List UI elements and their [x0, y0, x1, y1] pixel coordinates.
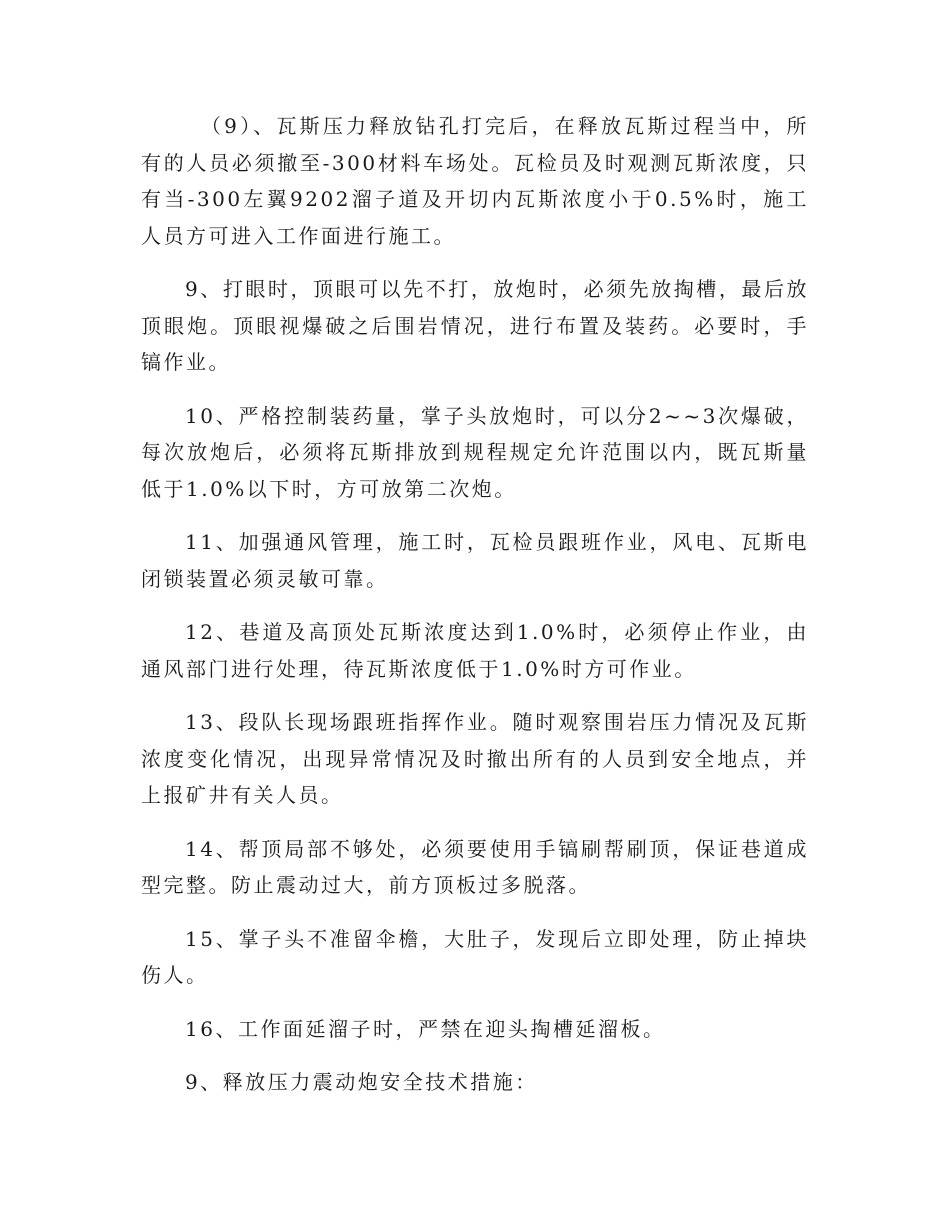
- paragraph-section-heading: 9、释放压力震动炮安全技术措施：: [185, 1070, 538, 1094]
- paragraph-gas-release-drilling: （9）、瓦斯压力释放钻孔打完后，在释放瓦斯过程当中，所有的人员必须撤至-300材料车场处。瓦检员及时观测瓦斯浓度，只有当-300左翼9202溜子道及开切内瓦斯浓度小于0.5%时，施工人员方可进入工作面进行施工。: [141, 114, 809, 248]
- paragraph-drilling-blasting-order: 9、打眼时，顶眼可以先不打，放炮时，必须先放掏槽，最后放顶眼炮。顶眼视爆破之后围岩情况，进行布置及装药。必要时，手镐作业。: [141, 277, 809, 374]
- paragraph-ventilation-management: 11、加强通风管理，施工时，瓦检员跟班作业，风电、瓦斯电闭锁装置必须灵敏可靠。: [141, 530, 809, 591]
- paragraph-face-hazards: 15、掌子头不准留伞檐，大肚子，发现后立即处理，防止掉块伤人。: [141, 926, 809, 987]
- paragraph-charge-control: 10、严格控制装药量，掌子头放炮时，可以分2~~3次爆破，每次放炮后，必须将瓦斯排放到规程规定允许范围以内，既瓦斯量低于1.0%以下时，方可放第二次炮。: [141, 403, 809, 501]
- paragraph-gas-concentration-limit: 12、巷道及高顶处瓦斯浓度达到1.0%时，必须停止作业，由通风部门进行处理，待瓦斯浓度低于1.0%时方可作业。: [141, 620, 809, 681]
- document-body: [141, 108, 809, 1118]
- paragraph-conveyor-extension: 16、工作面延溜子时，严禁在迎头掏槽延溜板。: [185, 1016, 666, 1041]
- paragraph-roof-trimming: 14、帮顶局部不够处，必须要使用手镐刷帮刷顶，保证巷道成型完整。防止震动过大，前方顶板过多脱落。: [141, 836, 809, 897]
- paragraph-supervision: 13、段队长现场跟班指挥作业。随时观察围岩压力情况及瓦斯浓度变化情况，出现异常情况及时撤出所有的人员到安全地点，并上报矿井有关人员。: [141, 710, 809, 807]
